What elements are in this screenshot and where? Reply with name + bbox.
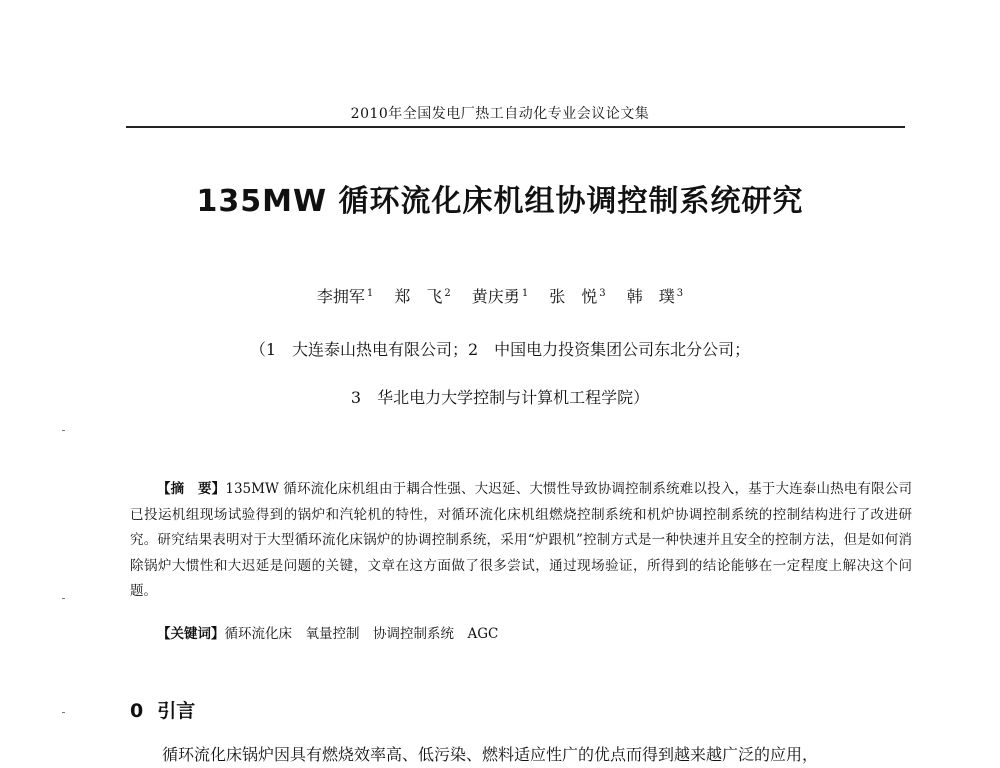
scan-margin-mark <box>62 598 65 599</box>
section-number: 0 <box>130 700 144 722</box>
scan-margin-mark <box>62 430 65 431</box>
keywords-label: 【关键词】 <box>157 626 225 642</box>
scan-margin-mark <box>62 712 65 713</box>
section-title: 引言 <box>157 700 196 722</box>
affiliation-line-1: （1 大连泰山热电有限公司；2 中国电力投资集团公司东北分公司； <box>249 340 751 359</box>
intro-paragraph: 循环流化床锅炉因具有燃烧效率高、低污染、燃料适应性广的优点而得到越来越广泛的应用， <box>162 745 819 764</box>
author: 黄庆勇 $^1$ <box>471 287 529 306</box>
paper-title: 135MW 循环流化床机组协调控制系统研究 <box>196 184 804 219</box>
author: 郑 飞 $^2$ <box>394 287 451 306</box>
author: 张 悦 $^3$ <box>549 287 606 306</box>
affiliation-line-2: 3 华北电力大学控制与计算机工程学院） <box>350 388 650 407</box>
header-rule <box>126 126 905 128</box>
running-header: 2010年全国发电厂热工自动化专业会议论文集 <box>350 106 650 122</box>
keywords-text: 循环流化床 氧量控制 协调控制系统 AGC <box>224 626 499 642</box>
author-list <box>0 284 1000 307</box>
abstract <box>130 477 912 605</box>
abstract-label: 【摘 要】 <box>157 481 226 497</box>
section-heading <box>130 696 195 723</box>
author: 李拥军 $^1$ <box>316 287 374 306</box>
abstract-text: 135MW 循环流化床机组由于耦合性强、大迟延、大惯性导致协调控制系统难以投入，基于大连泰山热电有限公司已投运机组现场试验得到的锅炉和汽轮机的特性，对循环流化床机组燃烧控制系统和机炉协调控制系统的控制结构进行了改进研究。研究结果表明对于大型循环流化床锅炉的协调控制系统，采用“炉跟机”控制方式是一种快速并且安全的控制方法，但是如何消除锅炉大惯性和大迟延是问题的关键，文章在这方面做了很多尝试，通过现场验证，所得到的结论能够在一定程度上解决这个问题。 <box>130 481 912 599</box>
author: 韩 璞 $^3$ <box>626 287 684 306</box>
keywords <box>130 622 912 646</box>
